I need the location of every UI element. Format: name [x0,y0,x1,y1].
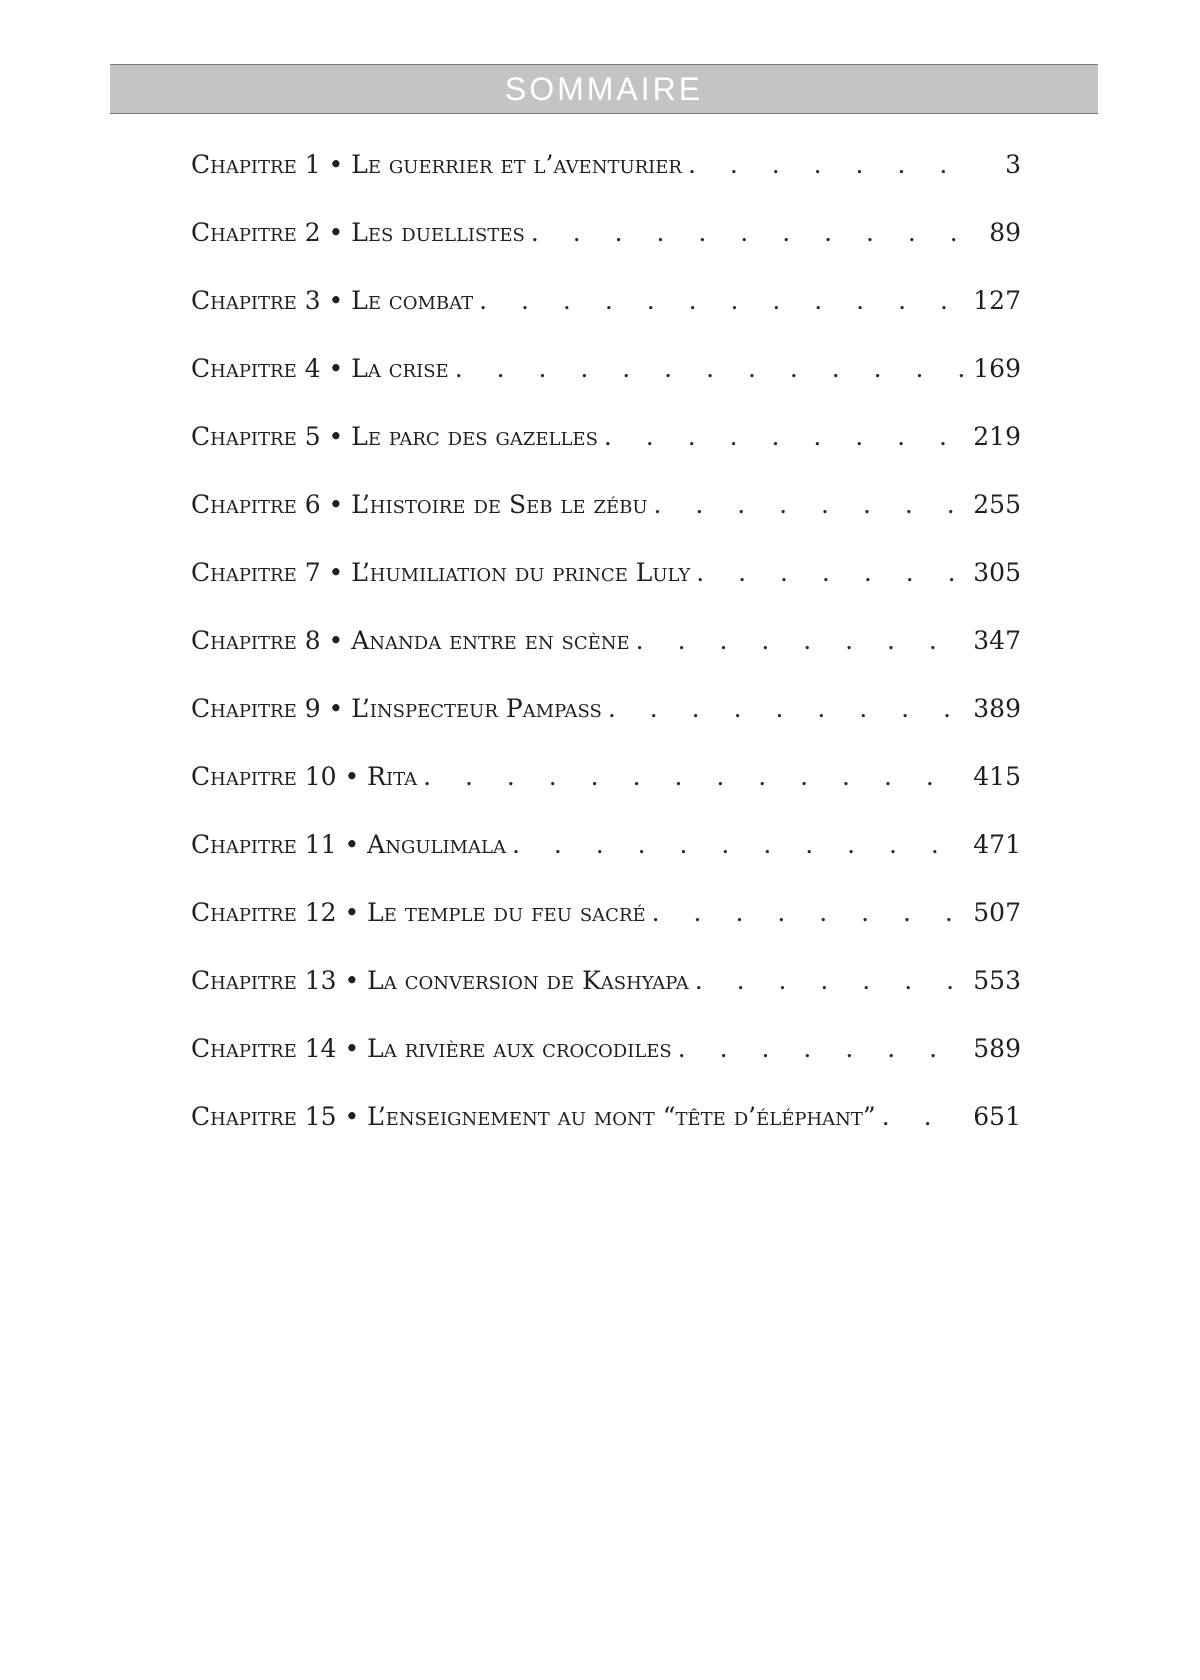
page-number: 471 [973,830,1021,859]
toc-entry-chapter-7[interactable] [191,548,1021,616]
dot-leader [602,684,967,734]
dot-leader [690,548,967,598]
toc-entry-chapter-2[interactable] [191,208,1021,276]
chapter-title: Chapitre 9 • L’inspecteur Pampass [191,694,602,723]
dot-leader [646,888,968,938]
toc-entry-chapter-11[interactable] [191,820,1021,888]
chapter-title: Chapitre 11 • Angulimala [191,830,506,859]
dot-leader [473,276,967,326]
page-number: 589 [973,1034,1021,1063]
dot-leader [672,1024,968,1074]
toc-entry-chapter-4[interactable] [191,344,1021,412]
page-number: 255 [973,490,1021,519]
dot-leader [417,752,967,802]
dot-leader [525,208,971,258]
page-number: 553 [973,966,1021,995]
sommaire-header-bar [110,64,1098,114]
page-number: 507 [973,898,1021,927]
dot-leader [647,480,967,530]
table-of-contents [191,140,1021,1160]
chapter-title: Chapitre 15 • L’enseignement au mont “tête d’éléphant” [191,1102,876,1131]
page-number: 415 [973,762,1021,791]
page-number: 219 [973,422,1021,451]
chapter-title: Chapitre 2 • Les duellistes [191,218,525,247]
toc-entry-chapter-5[interactable] [191,412,1021,480]
toc-entry-chapter-9[interactable] [191,684,1021,752]
chapter-title: Chapitre 3 • Le combat [191,286,474,315]
chapter-title: Chapitre 7 • L’humiliation du prince Luly [191,558,691,587]
toc-entry-chapter-6[interactable] [191,480,1021,548]
chapter-title: Chapitre 10 • Rita [191,762,418,791]
chapter-title: Chapitre 14 • La rivière aux crocodiles [191,1034,672,1063]
chapter-title: Chapitre 4 • La crise [191,354,449,383]
dot-leader [682,140,971,190]
page-title: SOMMAIRE [504,70,704,107]
page-number: 347 [973,626,1021,655]
chapter-title: Chapitre 8 • Ananda entre en scène [191,626,630,655]
chapter-title: Chapitre 6 • L’histoire de Seb le zébu [191,490,648,519]
page-number: 127 [973,286,1021,315]
toc-entry-chapter-8[interactable] [191,616,1021,684]
dot-leader [689,956,968,1006]
chapter-title: Chapitre 5 • Le parc des gazelles [191,422,598,451]
toc-entry-chapter-10[interactable] [191,752,1021,820]
page-number: 3 [1005,150,1021,179]
toc-entry-chapter-3[interactable] [191,276,1021,344]
dot-leader [449,344,968,394]
chapter-title: Chapitre 1 • Le guerrier et l’aventurier [191,150,682,179]
chapter-title: Chapitre 12 • Le temple du feu sacré [191,898,646,927]
chapter-title: Chapitre 13 • La conversion de Kashyapa [191,966,689,995]
toc-entry-chapter-15[interactable] [191,1092,1021,1160]
dot-leader [630,616,968,666]
page-number: 305 [973,558,1021,587]
toc-entry-chapter-14[interactable] [191,1024,1021,1092]
page-number: 89 [989,218,1021,247]
toc-entry-chapter-13[interactable] [191,956,1021,1024]
page-number: 169 [973,354,1021,383]
page-number: 651 [973,1102,1021,1131]
dot-leader [876,1092,968,1142]
page-number: 389 [973,694,1021,723]
dot-leader [506,820,967,870]
dot-leader [598,412,967,462]
toc-entry-chapter-12[interactable] [191,888,1021,956]
toc-entry-chapter-1[interactable] [191,140,1021,208]
